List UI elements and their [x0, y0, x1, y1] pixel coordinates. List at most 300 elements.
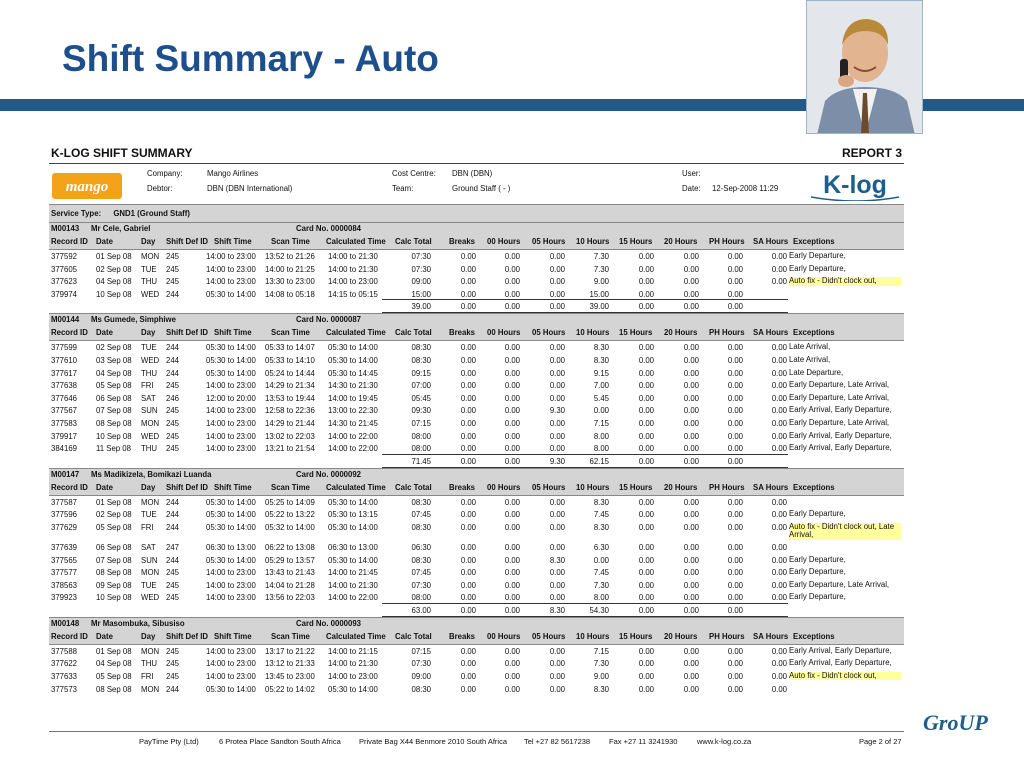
- table-cell: 244: [166, 355, 180, 365]
- total-cell: 71.45: [411, 456, 431, 466]
- exception-cell: Late Departure,: [789, 367, 844, 377]
- table-cell: 05:33 to 14:10: [265, 355, 315, 365]
- column-header: Breaks: [449, 328, 476, 338]
- table-cell: 0.00: [460, 381, 476, 391]
- table-cell: 13:52 to 21:26: [265, 252, 315, 261]
- table-cell: 0.00: [638, 381, 654, 391]
- table-cell: 06:30 to 13:00: [206, 542, 256, 552]
- table-cell: 0.00: [504, 264, 520, 274]
- table-cell: 14:00 to 22:00: [328, 444, 378, 454]
- column-header: 05 Hours: [532, 328, 566, 338]
- column-header: Breaks: [449, 482, 476, 492]
- table-cell: 379917: [51, 431, 78, 441]
- table-row: [49, 683, 904, 696]
- employee-row: [49, 222, 904, 234]
- shift-summary-report: [49, 142, 904, 722]
- table-cell: 13:12 to 21:33: [265, 659, 315, 669]
- table-row: [49, 367, 904, 380]
- table-cell: 0.00: [727, 497, 743, 507]
- table-cell: 0.00: [727, 406, 743, 416]
- table-cell: 14:00 to 23:00: [206, 646, 256, 656]
- total-cell: 62.15: [589, 456, 609, 466]
- table-cell: 0.00: [460, 580, 476, 590]
- table-cell: 0.00: [460, 289, 476, 299]
- report-number: REPORT 3: [841, 146, 902, 160]
- group-logo: GroUP: [923, 710, 988, 735]
- table-cell: 0.00: [683, 277, 699, 287]
- column-header: 10 Hours: [576, 482, 610, 492]
- total-cell: 0.00: [504, 302, 520, 312]
- table-cell: WED: [141, 431, 160, 441]
- user-label: User:: [682, 169, 701, 178]
- table-cell: 377587: [51, 497, 78, 507]
- table-cell: 0.00: [460, 252, 476, 261]
- total-cell: 0.00: [727, 605, 743, 615]
- exception-cell: Late Arrival,: [789, 354, 831, 364]
- table-cell: 0.00: [683, 444, 699, 454]
- table-cell: 245: [166, 431, 180, 441]
- table-row: [49, 354, 904, 367]
- table-cell: MON: [141, 418, 160, 428]
- table-cell: 0.00: [683, 497, 699, 507]
- table-cell: 14:00 to 21:30: [328, 580, 378, 590]
- table-cell: 08:00: [411, 431, 431, 441]
- table-cell: 05:30 to 14:00: [206, 343, 256, 353]
- table-cell: 0.00: [638, 684, 654, 694]
- company-value: Mango Airlines: [207, 169, 259, 178]
- table-cell: 0.00: [683, 555, 699, 565]
- total-cell: 8.30: [549, 605, 565, 615]
- table-cell: WED: [141, 289, 160, 299]
- table-cell: 8.00: [593, 431, 609, 441]
- table-row: [49, 250, 904, 263]
- table-cell: 13:30 to 23:00: [265, 277, 315, 287]
- employee-name: Mr Masombuka, Sibusiso: [91, 618, 185, 628]
- table-cell: 02 Sep 08: [96, 510, 132, 520]
- table-cell: 377596: [51, 510, 78, 520]
- column-header: Date: [96, 482, 113, 492]
- table-row: [49, 275, 904, 288]
- table-cell: 0.00: [638, 659, 654, 669]
- table-cell: 0.00: [727, 393, 743, 403]
- table-cell: 0.00: [727, 684, 743, 694]
- table-cell: 08 Sep 08: [96, 568, 132, 578]
- table-cell: 0.00: [683, 431, 699, 441]
- table-cell: 245: [166, 381, 180, 391]
- table-cell: 0.00: [638, 444, 654, 454]
- column-header: 05 Hours: [532, 482, 566, 492]
- table-cell: 0.00: [683, 684, 699, 694]
- table-cell: 245: [166, 252, 180, 261]
- column-header: Date: [96, 237, 113, 246]
- table-cell: 14:00 to 21:30: [328, 264, 378, 274]
- table-cell: 9.00: [593, 672, 609, 682]
- report-footer: [49, 737, 904, 749]
- employee-row: [49, 313, 904, 325]
- column-header: Scan Time: [271, 631, 310, 641]
- footer-web[interactable]: www.k-log.co.za: [697, 737, 752, 746]
- exception-cell: Early Arrival, Early Departure,: [789, 645, 892, 655]
- column-header: 20 Hours: [664, 328, 698, 338]
- table-cell: 14:04 to 21:28: [265, 580, 315, 590]
- card-number: Card No. 0000084: [296, 224, 362, 233]
- column-header: 00 Hours: [487, 482, 521, 492]
- table-cell: 0.00: [683, 646, 699, 656]
- table-cell: 0.00: [460, 431, 476, 441]
- table-row: [49, 657, 904, 670]
- service-type-row: [49, 204, 904, 222]
- table-cell: 0.00: [504, 381, 520, 391]
- table-row: [49, 579, 904, 592]
- exception-cell: Early Arrival, Early Departure,: [789, 405, 892, 415]
- exception-cell: Early Arrival, Early Departure,: [789, 658, 892, 668]
- employee-id: M00144: [51, 315, 80, 325]
- table-cell: 0.00: [549, 646, 565, 656]
- table-cell: 0.00: [460, 497, 476, 507]
- column-header-row: [49, 480, 904, 496]
- column-header: Day: [141, 482, 156, 492]
- table-cell: 8.30: [593, 684, 609, 694]
- total-cell: 0.00: [504, 456, 520, 466]
- table-cell: 0.00: [771, 522, 787, 532]
- table-cell: 14:00 to 19:45: [328, 393, 378, 403]
- table-cell: 0.00: [771, 684, 787, 694]
- totals-row: [49, 604, 904, 617]
- table-cell: 377573: [51, 684, 78, 694]
- table-cell: 08:30: [411, 497, 431, 507]
- table-cell: 14:00 to 23:00: [206, 252, 256, 261]
- table-cell: 14:00 to 23:00: [206, 418, 256, 428]
- table-cell: 0.00: [504, 355, 520, 365]
- table-cell: 0.00: [771, 264, 787, 274]
- table-cell: 245: [166, 646, 180, 656]
- table-row: [49, 496, 904, 509]
- table-cell: THU: [141, 368, 158, 378]
- table-cell: 6.30: [593, 542, 609, 552]
- table-cell: 7.30: [593, 264, 609, 274]
- table-cell: 0.00: [638, 343, 654, 353]
- table-cell: 0.00: [683, 593, 699, 603]
- table-cell: 09:15: [411, 368, 431, 378]
- report-title: K-LOG SHIFT SUMMARY: [51, 146, 193, 160]
- table-cell: 0.00: [683, 510, 699, 520]
- table-cell: 0.00: [683, 381, 699, 391]
- person-photo: [806, 0, 923, 134]
- table-cell: 377638: [51, 381, 78, 391]
- total-cell: 39.00: [411, 302, 431, 312]
- table-cell: THU: [141, 444, 158, 454]
- employee-id: M00148: [51, 618, 80, 628]
- table-cell: 05:25 to 14:09: [265, 497, 315, 507]
- table-cell: 9.30: [549, 406, 565, 416]
- table-cell: 0.00: [549, 568, 565, 578]
- table-cell: 13:45 to 23:00: [265, 672, 315, 682]
- table-cell: 384169: [51, 444, 78, 454]
- table-row: [49, 554, 904, 567]
- table-cell: 05:30 to 14:00: [206, 368, 256, 378]
- table-cell: 05:22 to 14:02: [265, 684, 315, 694]
- table-cell: 0.00: [727, 381, 743, 391]
- table-cell: 244: [166, 497, 180, 507]
- footer-tel: Tel +27 82 5617238: [524, 737, 591, 746]
- table-cell: 14:00 to 23:00: [206, 406, 256, 416]
- table-cell: 0.00: [460, 368, 476, 378]
- column-header: Scan Time: [271, 328, 310, 338]
- table-cell: TUE: [141, 343, 157, 353]
- table-cell: 14:30 to 21:30: [328, 381, 378, 391]
- table-cell: 01 Sep 08: [96, 497, 132, 507]
- column-header: Exceptions: [793, 237, 835, 246]
- table-cell: 7.30: [593, 659, 609, 669]
- column-header: Exceptions: [793, 328, 835, 338]
- table-cell: 09 Sep 08: [96, 580, 132, 590]
- exception-cell: Early Departure, Late Arrival,: [789, 392, 890, 402]
- table-cell: 377599: [51, 343, 78, 353]
- table-cell: 0.00: [549, 684, 565, 694]
- table-row: [49, 521, 904, 541]
- table-cell: 05:30 to 14:00: [328, 343, 378, 353]
- column-header: SA Hours: [753, 631, 789, 641]
- table-row: [49, 591, 904, 604]
- table-cell: 0.00: [504, 646, 520, 656]
- table-cell: 0.00: [683, 418, 699, 428]
- column-header: Shift Def ID: [166, 482, 209, 492]
- table-cell: 0.00: [683, 343, 699, 353]
- table-cell: 0.00: [504, 343, 520, 353]
- column-header: 10 Hours: [576, 237, 610, 246]
- table-cell: 05:30 to 14:00: [328, 555, 378, 565]
- table-cell: 0.00: [683, 368, 699, 378]
- table-cell: 7.15: [593, 646, 609, 656]
- table-cell: 10 Sep 08: [96, 431, 132, 441]
- table-cell: 0.00: [638, 568, 654, 578]
- table-cell: 0.00: [727, 264, 743, 274]
- table-cell: 03 Sep 08: [96, 355, 132, 365]
- table-cell: 0.00: [771, 393, 787, 403]
- table-cell: 07:30: [411, 252, 431, 261]
- table-cell: 06 Sep 08: [96, 542, 132, 552]
- total-cell: 54.30: [589, 605, 609, 615]
- table-cell: 0.00: [460, 568, 476, 578]
- table-cell: 14:15 to 05:15: [328, 289, 378, 299]
- total-cell: 0.00: [460, 302, 476, 312]
- table-cell: 245: [166, 277, 180, 287]
- table-cell: 0.00: [683, 406, 699, 416]
- column-header: 00 Hours: [487, 237, 521, 246]
- table-cell: 0.00: [638, 406, 654, 416]
- report-header: [49, 142, 904, 164]
- table-cell: 244: [166, 368, 180, 378]
- service-type-value: GND1 (Ground Staff): [113, 209, 190, 218]
- column-header: Date: [96, 328, 113, 338]
- column-header: Calculated Time: [326, 328, 386, 338]
- column-header: 10 Hours: [576, 328, 610, 338]
- table-cell: 0.00: [771, 355, 787, 365]
- table-cell: TUE: [141, 580, 157, 590]
- table-cell: 0.00: [727, 542, 743, 552]
- table-cell: 5.45: [593, 393, 609, 403]
- table-cell: 05:30 to 14:00: [206, 555, 256, 565]
- column-header: Record ID: [51, 328, 88, 338]
- column-header: Record ID: [51, 482, 88, 492]
- table-cell: 245: [166, 672, 180, 682]
- table-cell: 07:45: [411, 568, 431, 578]
- table-cell: 0.00: [504, 406, 520, 416]
- table-row: [49, 566, 904, 579]
- column-header: Scan Time: [271, 237, 310, 246]
- table-cell: 0.00: [771, 368, 787, 378]
- column-header: Shift Def ID: [166, 328, 209, 338]
- table-cell: 15.00: [589, 289, 609, 299]
- person-photo-icon: [807, 1, 923, 134]
- table-cell: 0.00: [727, 646, 743, 656]
- table-cell: 14:00 to 22:00: [328, 431, 378, 441]
- column-header: PH Hours: [709, 328, 745, 338]
- total-cell: 0.00: [549, 302, 565, 312]
- table-cell: 377623: [51, 277, 78, 287]
- table-cell: 0.00: [683, 522, 699, 532]
- table-cell: 0.00: [638, 289, 654, 299]
- table-cell: 0.00: [504, 542, 520, 552]
- table-cell: MON: [141, 252, 160, 261]
- employee-name: Mr Cele, Gabriel: [91, 224, 151, 233]
- column-header: Record ID: [51, 631, 88, 641]
- table-cell: 07:30: [411, 264, 431, 274]
- table-cell: 06:30: [411, 542, 431, 552]
- table-cell: 244: [166, 510, 180, 520]
- table-cell: 0.00: [549, 659, 565, 669]
- exception-cell: Early Departure, Late Arrival,: [789, 417, 890, 427]
- table-cell: FRI: [141, 672, 154, 682]
- table-cell: 02 Sep 08: [96, 343, 132, 353]
- table-cell: 245: [166, 593, 180, 603]
- exception-cell: Early Departure,: [789, 592, 846, 602]
- table-cell: 06:22 to 13:08: [265, 542, 315, 552]
- table-cell: 0.00: [683, 659, 699, 669]
- table-cell: 8.30: [593, 497, 609, 507]
- table-cell: 08 Sep 08: [96, 684, 132, 694]
- table-cell: 14:00 to 21:30: [328, 659, 378, 669]
- column-header-row: [49, 325, 904, 341]
- total-cell: 0.00: [727, 456, 743, 466]
- table-cell: 0.00: [549, 580, 565, 590]
- table-cell: 0.00: [771, 497, 787, 507]
- table-cell: 13:56 to 22:03: [265, 593, 315, 603]
- table-cell: 0.00: [593, 406, 609, 416]
- column-header: Shift Time: [214, 237, 252, 246]
- table-cell: 05:30 to 14:00: [206, 497, 256, 507]
- table-cell: 14:00 to 23:00: [328, 672, 378, 682]
- table-cell: THU: [141, 277, 158, 287]
- column-header: 15 Hours: [619, 482, 653, 492]
- table-cell: 04 Sep 08: [96, 277, 132, 287]
- column-header: Day: [141, 631, 156, 641]
- column-header: Exceptions: [793, 482, 835, 492]
- table-cell: 14:00 to 23:00: [206, 277, 256, 287]
- column-header: Shift Time: [214, 631, 252, 641]
- table-cell: 05:29 to 13:57: [265, 555, 315, 565]
- table-cell: 09:00: [411, 277, 431, 287]
- table-cell: 14:00 to 23:00: [206, 381, 256, 391]
- table-cell: 0.00: [460, 264, 476, 274]
- table-cell: 7.00: [593, 381, 609, 391]
- employee-id: M00147: [51, 469, 80, 479]
- table-cell: TUE: [141, 264, 157, 274]
- employee-group: [49, 468, 904, 617]
- table-cell: 02 Sep 08: [96, 264, 132, 274]
- table-cell: 0.00: [549, 522, 565, 532]
- table-cell: 0.00: [593, 555, 609, 565]
- table-cell: 0.00: [504, 568, 520, 578]
- table-cell: TUE: [141, 510, 157, 520]
- table-cell: 05:30 to 14:00: [206, 510, 256, 520]
- table-cell: 377629: [51, 522, 78, 532]
- table-cell: SUN: [141, 406, 158, 416]
- table-cell: 08:30: [411, 684, 431, 694]
- table-cell: 245: [166, 418, 180, 428]
- table-cell: 0.00: [771, 568, 787, 578]
- table-cell: 0.00: [727, 289, 743, 299]
- svg-text:mango: mango: [65, 179, 109, 195]
- total-cell: 0.00: [504, 605, 520, 615]
- table-cell: 07:15: [411, 418, 431, 428]
- table-cell: 377588: [51, 646, 78, 656]
- exception-cell: Early Departure, Late Arrival,: [789, 380, 890, 390]
- table-cell: 0.00: [504, 393, 520, 403]
- employee-name: Ms Gumede, Simphiwe: [91, 315, 176, 325]
- table-cell: 245: [166, 568, 180, 578]
- table-cell: 0.00: [549, 593, 565, 603]
- table-cell: 07:30: [411, 659, 431, 669]
- table-cell: 0.00: [683, 393, 699, 403]
- table-row: [49, 404, 904, 417]
- table-cell: 244: [166, 289, 180, 299]
- table-cell: 01 Sep 08: [96, 252, 132, 261]
- exception-cell: Early Departure,: [789, 263, 846, 273]
- table-cell: 0.00: [504, 252, 520, 261]
- table-cell: 12:58 to 22:36: [265, 406, 315, 416]
- footer-address: 6 Protea Place Sandton South Africa: [219, 737, 341, 746]
- debtor-value: DBN (DBN International): [207, 184, 293, 193]
- table-cell: 05:30 to 14:45: [328, 368, 378, 378]
- table-cell: 0.00: [683, 580, 699, 590]
- table-cell: 377617: [51, 368, 78, 378]
- table-cell: MON: [141, 646, 160, 656]
- card-number: Card No. 0000093: [296, 618, 362, 628]
- table-cell: 377639: [51, 542, 78, 552]
- table-cell: 14:00 to 23:00: [206, 580, 256, 590]
- table-cell: 08:30: [411, 522, 431, 532]
- table-cell: FRI: [141, 381, 154, 391]
- table-cell: 0.00: [727, 343, 743, 353]
- table-cell: 0.00: [638, 431, 654, 441]
- table-cell: 245: [166, 264, 180, 274]
- table-cell: 14:30 to 21:45: [328, 418, 378, 428]
- debtor-label: Debtor:: [147, 184, 173, 193]
- company-label: Company:: [147, 169, 183, 178]
- table-cell: 377622: [51, 659, 78, 669]
- column-header: PH Hours: [709, 482, 745, 492]
- table-cell: 08:30: [411, 355, 431, 365]
- table-cell: 0.00: [683, 289, 699, 299]
- table-cell: 0.00: [683, 252, 699, 261]
- table-cell: 0.00: [771, 431, 787, 441]
- table-cell: 0.00: [638, 593, 654, 603]
- table-cell: 0.00: [727, 444, 743, 454]
- table-cell: 14:00 to 21:15: [328, 646, 378, 656]
- column-header: Breaks: [449, 237, 476, 246]
- column-header: 05 Hours: [532, 631, 566, 641]
